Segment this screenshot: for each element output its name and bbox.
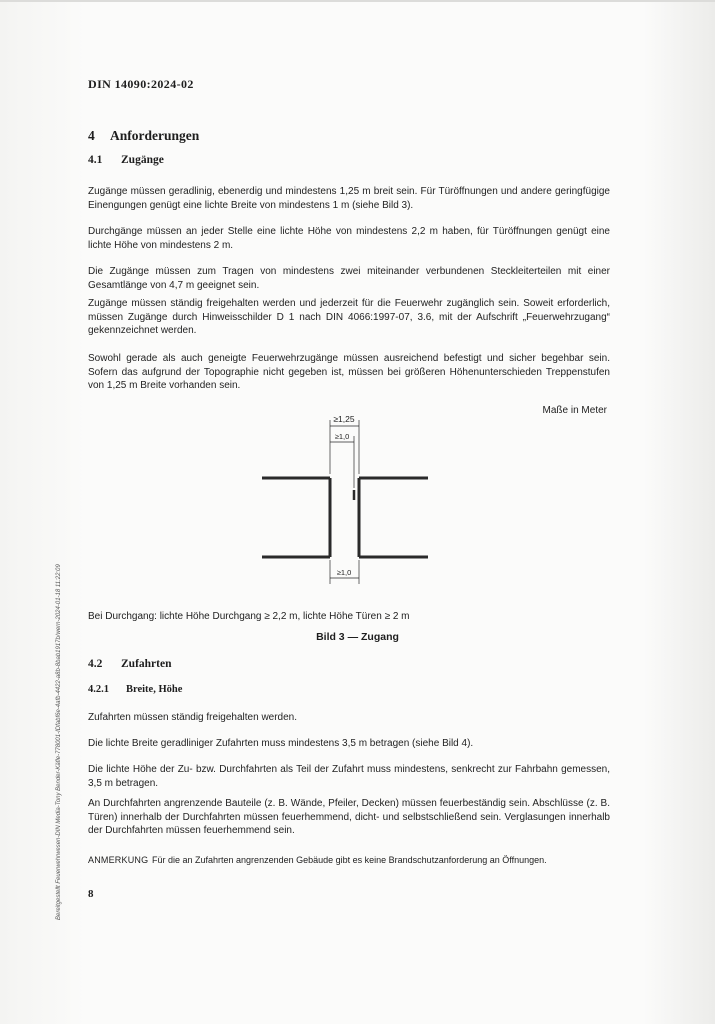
paragraph: An Durchfahrten angrenzende Bauteile (z. B. Wände, Pfeiler, Decken) müssen feuerbeständig sein. Abschlüsse (z. B. Türen) innerhalb der Durchfahrten müssen feuerhemmend, dicht- und selbstschließend sein. Verglasungen innerhalb der Durchfahrten müssen feuerhemmend sein. bbox=[88, 798, 610, 836]
paragraph: Zugänge müssen ständig freigehalten werden und jederzeit für die Feuerwehr zugänglich sein. Soweit erforderlich, müssen Zugänge durch Hinweisschilder D 1 nach DIN 4066:1997-07, 3.6, mit der Aufschrift „Feuerwehrzugang“ gekennzeichnet werden. bbox=[88, 298, 610, 336]
section-4-1-heading bbox=[88, 154, 164, 166]
paragraph: Die lichte Höhe der Zu- bzw. Durchfahrten als Teil der Zufahrt muss mindestens, senkrecht zur Fahrbahn gemessen, 3,5 m betragen. bbox=[88, 764, 610, 789]
dim-label-outer: ≥1,25 bbox=[333, 414, 355, 424]
side-watermark: Bereitgestellt Feuerwehrwesen-DIN Media-Tony Bender-Käfle-778001-IDfabf6e-4afb-4422-a8b-8bab1917b/wern-2024-01-18 11:22:09 bbox=[56, 564, 62, 920]
section-4-2-heading bbox=[88, 658, 171, 670]
page-number: 8 bbox=[88, 888, 94, 900]
caption-title: Zugang bbox=[361, 631, 399, 643]
section-number: 4.2.1 bbox=[88, 684, 109, 695]
paragraph: Zugänge müssen geradlinig, ebenerdig und mindestens 1,25 m breit sein. Für Türöffnungen und andere geringfügige Einengungen genügt eine lichte Breite von mindestens 1 m (siehe Bild 3). bbox=[88, 186, 610, 211]
figure-zugang-diagram bbox=[250, 412, 450, 597]
paragraph: Die Zugänge müssen zum Tragen von mindestens zwei miteinander verbundenen Steckleiterteilen mit einer Gesamtlänge von 4,7 m geeignet sein. bbox=[88, 266, 610, 291]
paragraph: Durchgänge müssen an jeder Stelle eine lichte Höhe von mindestens 2,2 m haben, für Türöffnungen genügt eine lichte Höhe von mindestens 2 m. bbox=[88, 226, 610, 251]
section-title: Breite, Höhe bbox=[126, 684, 183, 695]
section-number: 4.1 bbox=[88, 154, 103, 166]
section-title: Zugänge bbox=[121, 154, 164, 166]
figure-note: Bei Durchgang: lichte Höhe Durchgang ≥ 2,2 m, lichte Höhe Türen ≥ 2 m bbox=[88, 611, 410, 622]
paragraph: Die lichte Breite geradliniger Zufahrten muss mindestens 3,5 m betragen (siehe Bild 4). bbox=[88, 738, 474, 749]
section-4-heading bbox=[88, 128, 199, 144]
note-text: Für die an Zufahrten angrenzenden Gebäude gibt es keine Brandschutzanforderung an Öffnungen. bbox=[152, 855, 547, 865]
caption-prefix: Bild 3 — bbox=[316, 631, 359, 643]
section-title: Anforderungen bbox=[110, 128, 200, 143]
section-4-2-1-heading bbox=[88, 684, 182, 695]
dim-label-inner: ≥1,0 bbox=[334, 432, 350, 441]
units-label: Maße in Meter bbox=[542, 405, 607, 416]
page-top-edge bbox=[0, 0, 715, 2]
dim-label-bottom: ≥1,0 bbox=[336, 568, 352, 577]
paragraph: Zufahrten müssen ständig freigehalten werden. bbox=[88, 712, 298, 723]
paragraph: Sowohl gerade als auch geneigte Feuerwehrzugänge müssen ausreichend befestigt und sicher begehbar sein. Sofern das aufgrund der Topographie nicht gegeben ist, müssen bei größeren Höhenunterschieden Treppenstufen von 1,25 m Breite vorhanden sein. bbox=[88, 353, 610, 391]
zugang-drawing bbox=[250, 412, 450, 592]
section-number: 4.2 bbox=[88, 658, 103, 670]
figure-caption bbox=[0, 631, 715, 643]
document-identifier: DIN 14090:2024-02 bbox=[88, 77, 194, 91]
note-label: ANMERKUNG bbox=[88, 855, 149, 865]
remark-note bbox=[88, 855, 547, 865]
section-number: 4 bbox=[88, 128, 95, 143]
section-title: Zufahrten bbox=[121, 658, 172, 670]
